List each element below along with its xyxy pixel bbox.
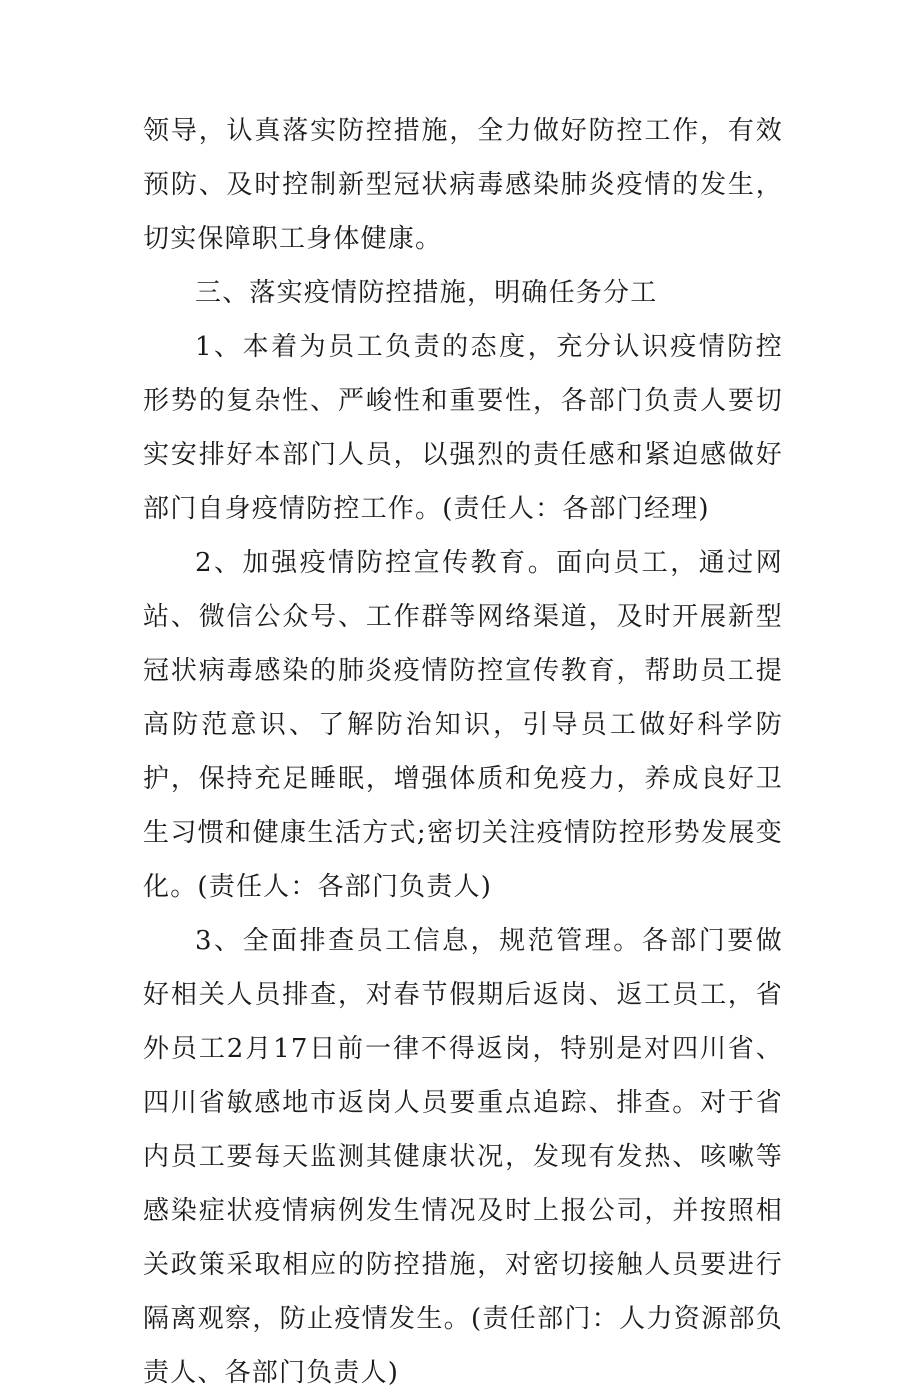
section-heading-3: 三、落实疫情防控措施，明确任务分工 [195, 278, 658, 308]
paragraph-item-2: 2、加强疫情防控宣传教育。面向员工，通过网站、微信公众号、工作群等网络渠道，及时开展新型冠状病毒感染的肺炎疫情防控宣传教育，帮助员工提高防范意识、了解防治知识，引导员工做好科学防护，保持充足睡眠，增强体质和免疫力，养成良好卫生习惯和健康生活方式;密切关注疫情防控形势发展变化。(责任人：各部门负责人) [143, 548, 783, 902]
paragraph-continuation: 领导，认真落实防控措施，全力做好防控工作，有效预防、及时控制新型冠状病毒感染肺炎疫情的发生，切实保障职工身体健康。 [143, 116, 783, 254]
paragraph-item-3: 3、全面排查员工信息，规范管理。各部门要做好相关人员排查，对春节假期后返岗、返工员工，省外员工2月17日前一律不得返岗，特别是对四川省、四川省敏感地市返岗人员要重点追踪、排查。对于省内员工要每天监测其健康状况，发现有发热、咳嗽等感染症状疫情病例发生情况及时上报公司，并按照相关政策采取相应的防控措施，对密切接触人员要进行隔离观察，防止疫情发生。(责任部门：人力资源部负责人、各部门负责人) [143, 926, 783, 1388]
document-body [143, 104, 783, 1400]
paragraph-item-1: 1、本着为员工负责的态度，充分认识疫情防控形势的复杂性、严峻性和重要性，各部门负责人要切实安排好本部门人员，以强烈的责任感和紧迫感做好部门自身疫情防控工作。(责任人：各部门经理) [143, 332, 783, 524]
